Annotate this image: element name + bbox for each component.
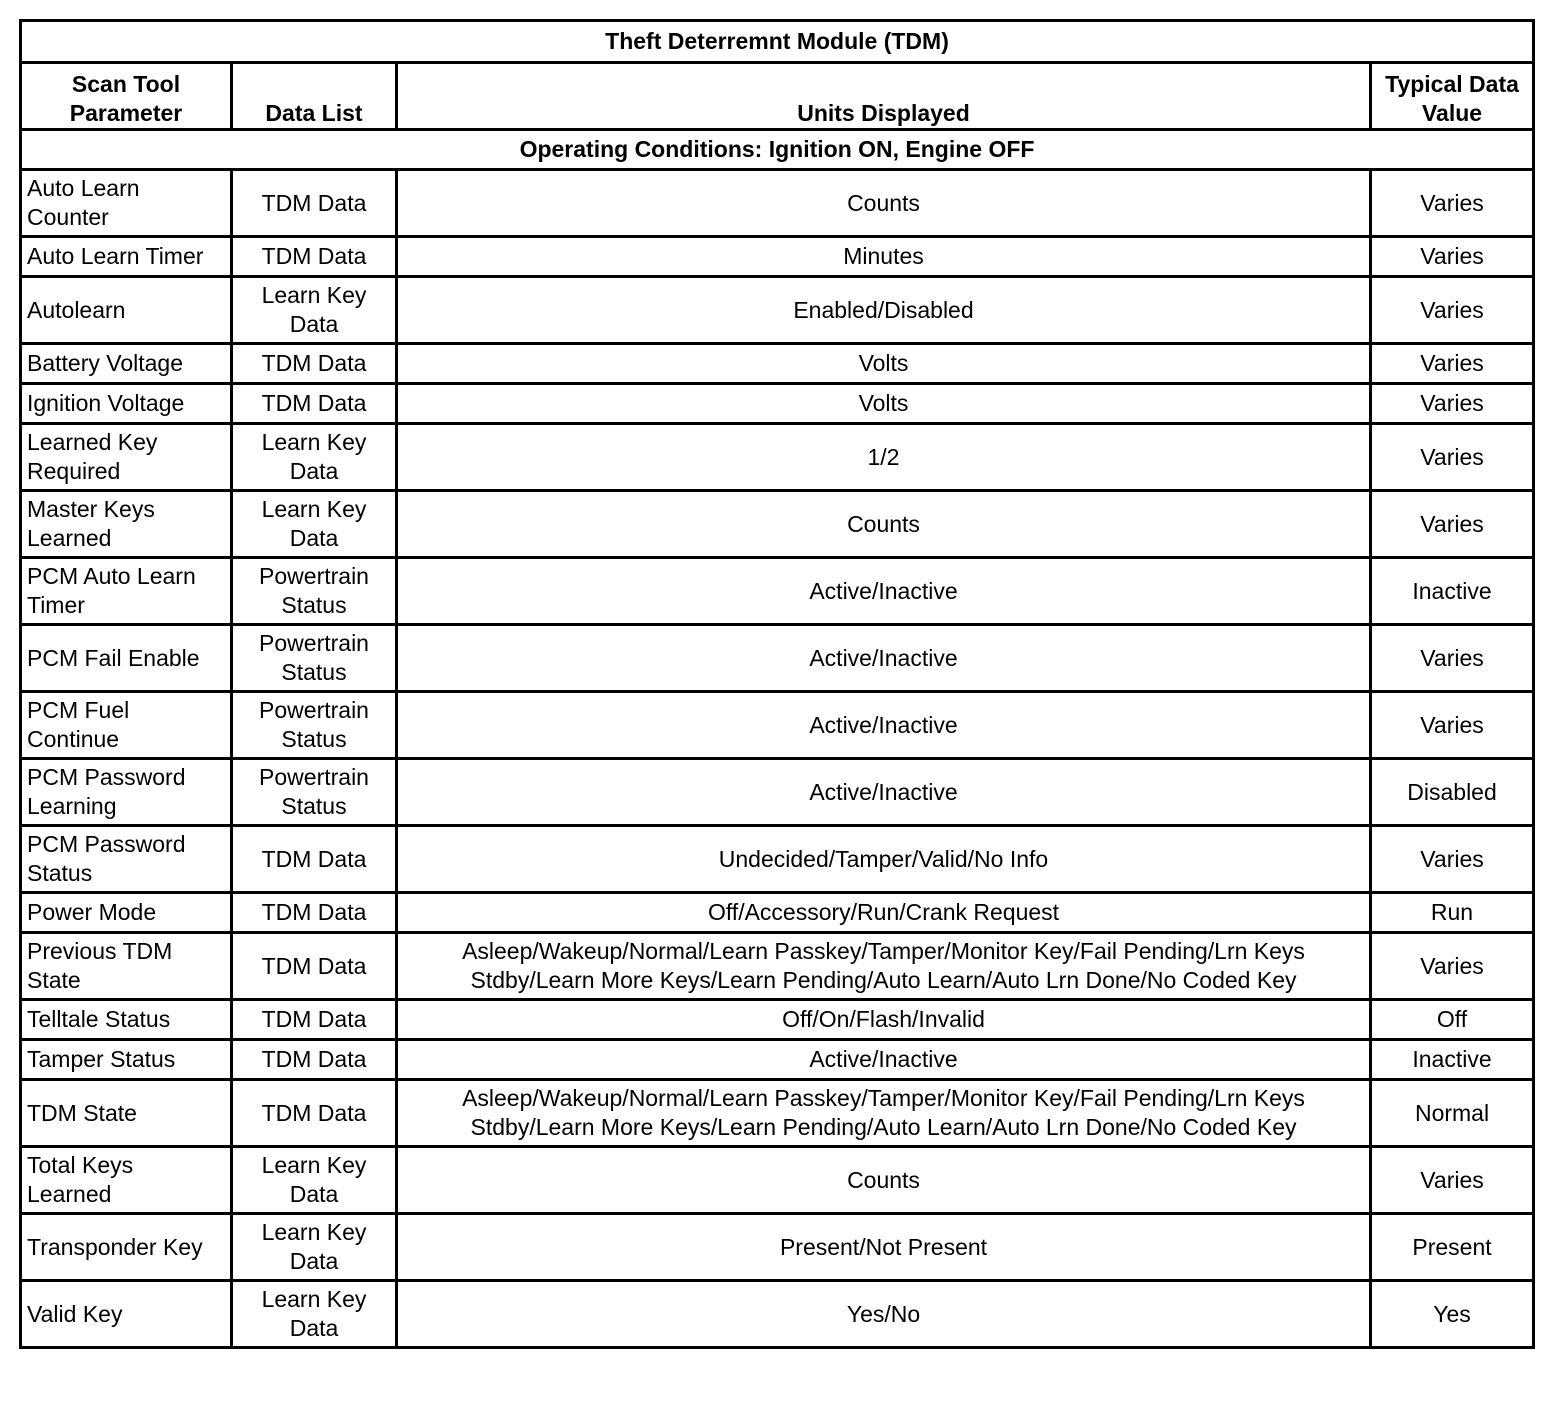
table-row [21, 384, 1534, 424]
cell-data-list: TDM Data [232, 1000, 397, 1040]
cell-units-displayed: Counts [397, 1147, 1371, 1214]
cell-data-list: TDM Data [232, 933, 397, 1000]
cell-typical-value: Varies [1371, 826, 1534, 893]
cell-units-displayed: Off/On/Flash/Invalid [397, 1000, 1371, 1040]
header-row [21, 63, 1534, 130]
cell-units-displayed: Active/Inactive [397, 1040, 1371, 1080]
cell-typical-value: Varies [1371, 424, 1534, 491]
table-row [21, 1080, 1534, 1147]
cell-parameter: PCM Auto Learn Timer [21, 558, 232, 625]
table-row [21, 237, 1534, 277]
cell-parameter: Master Keys Learned [21, 491, 232, 558]
table-row [21, 692, 1534, 759]
cell-data-list: TDM Data [232, 826, 397, 893]
table-row [21, 893, 1534, 933]
cell-typical-value: Normal [1371, 1080, 1534, 1147]
operating-conditions: Operating Conditions: Ignition ON, Engine OFF [21, 130, 1534, 170]
cell-data-list: Powertrain Status [232, 558, 397, 625]
cell-parameter: PCM Fail Enable [21, 625, 232, 692]
cell-data-list: TDM Data [232, 237, 397, 277]
cell-parameter: Auto Learn Timer [21, 237, 232, 277]
header-units-displayed: Units Displayed [397, 63, 1371, 130]
cell-parameter: Ignition Voltage [21, 384, 232, 424]
cell-data-list: Learn Key Data [232, 491, 397, 558]
cell-units-displayed: Volts [397, 384, 1371, 424]
cell-data-list: TDM Data [232, 344, 397, 384]
cell-parameter: PCM Fuel Continue [21, 692, 232, 759]
tdm-data-table [19, 19, 1535, 1349]
cell-parameter: Telltale Status [21, 1000, 232, 1040]
table-row [21, 558, 1534, 625]
cell-data-list: TDM Data [232, 1080, 397, 1147]
cell-data-list: TDM Data [232, 1040, 397, 1080]
cell-typical-value: Varies [1371, 237, 1534, 277]
header-typical-data-value: Typical Data Value [1371, 63, 1534, 130]
cell-data-list: Learn Key Data [232, 1147, 397, 1214]
cell-data-list: Learn Key Data [232, 277, 397, 344]
cell-parameter: Learned Key Required [21, 424, 232, 491]
table-row [21, 625, 1534, 692]
table-row [21, 1281, 1534, 1348]
cell-units-displayed: Asleep/Wakeup/Normal/Learn Passkey/Tamper/Monitor Key/Fail Pending/Lrn Keys Stdby/Learn More Keys/Learn Pending/Auto Learn/Auto Lrn Done/No Coded Key [397, 933, 1371, 1000]
cell-data-list: Learn Key Data [232, 424, 397, 491]
cell-parameter: Battery Voltage [21, 344, 232, 384]
cell-data-list: TDM Data [232, 384, 397, 424]
cell-units-displayed: Active/Inactive [397, 759, 1371, 826]
cell-typical-value: Present [1371, 1214, 1534, 1281]
cell-typical-value: Varies [1371, 170, 1534, 237]
cell-units-displayed: Yes/No [397, 1281, 1371, 1348]
header-scan-tool-parameter: Scan Tool Parameter [21, 63, 232, 130]
cell-data-list: Learn Key Data [232, 1281, 397, 1348]
cell-typical-value: Off [1371, 1000, 1534, 1040]
cell-typical-value: Varies [1371, 933, 1534, 1000]
cell-typical-value: Inactive [1371, 1040, 1534, 1080]
table-row [21, 826, 1534, 893]
cell-parameter: Valid Key [21, 1281, 232, 1348]
table-row [21, 1000, 1534, 1040]
cell-data-list: Powertrain Status [232, 692, 397, 759]
cell-parameter: Auto Learn Counter [21, 170, 232, 237]
operating-conditions-row [21, 130, 1534, 170]
table-row [21, 170, 1534, 237]
cell-units-displayed: Active/Inactive [397, 625, 1371, 692]
cell-data-list: Powertrain Status [232, 625, 397, 692]
cell-parameter: Tamper Status [21, 1040, 232, 1080]
cell-typical-value: Run [1371, 893, 1534, 933]
cell-parameter: Power Mode [21, 893, 232, 933]
cell-typical-value: Varies [1371, 384, 1534, 424]
cell-parameter: Total Keys Learned [21, 1147, 232, 1214]
table-row [21, 1040, 1534, 1080]
cell-data-list: TDM Data [232, 170, 397, 237]
cell-units-displayed: Off/Accessory/Run/Crank Request [397, 893, 1371, 933]
cell-typical-value: Varies [1371, 491, 1534, 558]
cell-typical-value: Varies [1371, 277, 1534, 344]
table-title: Theft Deterremnt Module (TDM) [21, 21, 1534, 63]
cell-typical-value: Varies [1371, 1147, 1534, 1214]
table-row [21, 277, 1534, 344]
table-row [21, 1147, 1534, 1214]
cell-parameter: Transponder Key [21, 1214, 232, 1281]
cell-units-displayed: Enabled/Disabled [397, 277, 1371, 344]
cell-typical-value: Varies [1371, 344, 1534, 384]
table-row [21, 424, 1534, 491]
cell-parameter: Autolearn [21, 277, 232, 344]
table-row [21, 759, 1534, 826]
cell-units-displayed: Present/Not Present [397, 1214, 1371, 1281]
cell-parameter: PCM Password Learning [21, 759, 232, 826]
cell-data-list: TDM Data [232, 893, 397, 933]
cell-typical-value: Inactive [1371, 558, 1534, 625]
cell-units-displayed: Counts [397, 170, 1371, 237]
cell-units-displayed: Minutes [397, 237, 1371, 277]
cell-data-list: Powertrain Status [232, 759, 397, 826]
cell-units-displayed: Counts [397, 491, 1371, 558]
cell-typical-value: Varies [1371, 692, 1534, 759]
cell-parameter: PCM Password Status [21, 826, 232, 893]
cell-typical-value: Disabled [1371, 759, 1534, 826]
cell-parameter: Previous TDM State [21, 933, 232, 1000]
cell-data-list: Learn Key Data [232, 1214, 397, 1281]
table-title-row [21, 21, 1534, 63]
cell-units-displayed: Asleep/Wakeup/Normal/Learn Passkey/Tamper/Monitor Key/Fail Pending/Lrn Keys Stdby/Learn More Keys/Learn Pending/Auto Learn/Auto Lrn Done/No Coded Key [397, 1080, 1371, 1147]
cell-units-displayed: Active/Inactive [397, 558, 1371, 625]
table-row [21, 344, 1534, 384]
cell-typical-value: Yes [1371, 1281, 1534, 1348]
cell-units-displayed: Volts [397, 344, 1371, 384]
cell-units-displayed: Active/Inactive [397, 692, 1371, 759]
cell-units-displayed: Undecided/Tamper/Valid/No Info [397, 826, 1371, 893]
cell-units-displayed: 1/2 [397, 424, 1371, 491]
cell-typical-value: Varies [1371, 625, 1534, 692]
header-data-list: Data List [232, 63, 397, 130]
table-row [21, 1214, 1534, 1281]
table-row [21, 933, 1534, 1000]
table-row [21, 491, 1534, 558]
cell-parameter: TDM State [21, 1080, 232, 1147]
